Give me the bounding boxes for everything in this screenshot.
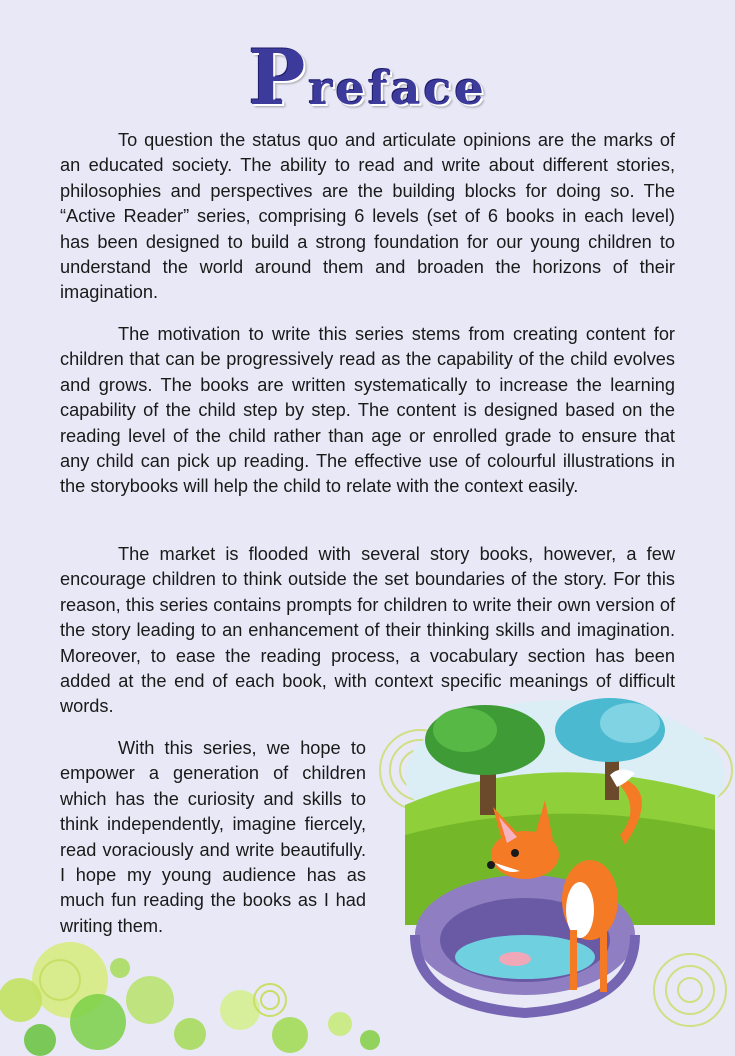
paragraph-2-text: The motivation to write this series stems from creating content for children that can be progressively read as the capability of the child evolves and grows. The books are written systematically to increase the learning capability of the child step by step. The content is designed based on the reading level of the child rather than age or enrolled grade to ensure that any child can pick up reading. The effective use of colourful illustrations in the storybooks will help the child to relate with the context easily. bbox=[60, 324, 675, 497]
paragraph-4 bbox=[60, 736, 366, 939]
fox-well-illustration bbox=[395, 695, 725, 1025]
paragraph-4-text: With this series, we hope to empower a generation of children which has the curiosity and skills to think independently, imagine fiercely, read voraciously and write beautifully. I hope my young audience has as much fun reading the books as I had writing them. bbox=[60, 738, 366, 936]
paragraph-3-text: The market is flooded with several story books, however, a few encourage children to think outside the set boundaries of the story. For this reason, this series contains prompts for children to write their own version of the story leading to an enhancement of their thinking skills and imagination. Moreover, to ease the reading process, a vocabulary section has been added at the end of each book, with context specific meanings of difficult words. bbox=[60, 544, 675, 717]
title-rest: reface bbox=[308, 61, 487, 115]
page-title bbox=[0, 33, 735, 122]
title-initial: P bbox=[248, 33, 309, 122]
decorative-bubbles-left bbox=[0, 940, 420, 1056]
paragraph-1-text: To question the status quo and articulate opinions are the marks of an educated society. The ability to read and write about different stories, philosophies and perspectives are the building blocks for doing so. The “Active Reader” series, comprising 6 levels (set of 6 books in each level) has been designed to build a strong foundation for our young children to understand the world around them and broaden the horizons of their imagination. bbox=[60, 130, 675, 303]
paragraph-1 bbox=[60, 128, 675, 306]
paragraph-2 bbox=[60, 322, 675, 500]
